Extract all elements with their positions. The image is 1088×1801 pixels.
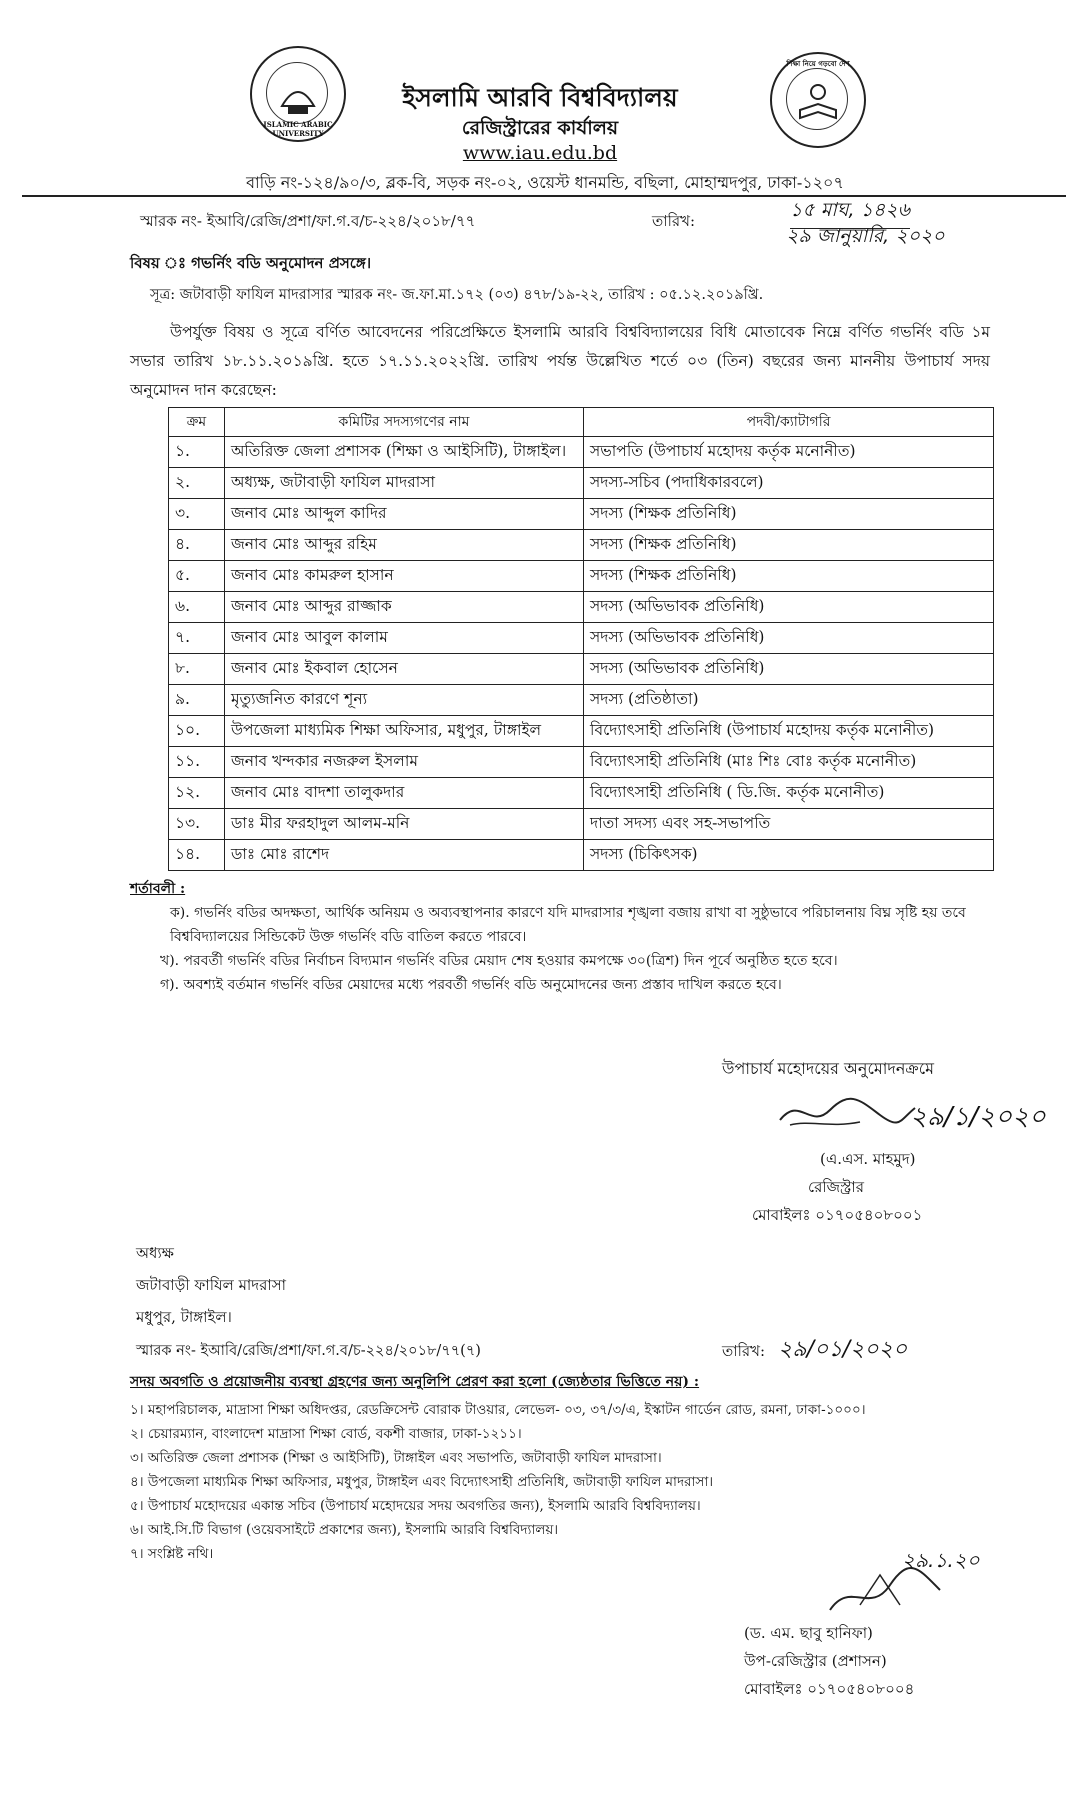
table-row: [169, 437, 994, 468]
table-row: [169, 654, 994, 685]
copy-item: ২। চেয়ারম্যান, বাংলাদেশ মাদ্রাসা শিক্ষা বোর্ড, বকশী বাজার, ঢাকা-১২১১।: [130, 1426, 522, 1442]
member-role-cell: সদস্য (প্রতিষ্ঠাতা): [584, 685, 994, 716]
member-name-cell: জনাব মোঃ আব্দুর রহিম: [224, 530, 583, 561]
recipient-line2: জটাবাড়ী ফাযিল মাদরাসা: [136, 1276, 287, 1294]
member-name-cell: ডাঃ মীর ফরহাদুল আলম-মনি: [224, 809, 583, 840]
table-row: [169, 561, 994, 592]
table-row: [169, 499, 994, 530]
member-role-cell: বিদ্যোৎসাহী প্রতিনিধি (উপাচার্য মহোদয় কর্তৃক মনোনীত): [584, 716, 994, 747]
member-role-cell: সদস্য-সচিব (পদাধিকারবলে): [584, 468, 994, 499]
logo-caption: ISLAMIC ARABIC UNIVERSITY: [263, 120, 333, 138]
table-row: [169, 778, 994, 809]
conditions-title: শর্তাবলী :: [130, 881, 186, 897]
committee-table: [168, 407, 994, 871]
deputy-mobile: মোবাইলঃ ০১৭০৫৪০৮০০৪: [744, 1680, 915, 1698]
condition-item: খ). পরবর্তী গভর্নিং বডির নির্বাচন বিদ্যমান গভর্নিং বডির মেয়াদ শেষ হওয়ার কমপক্ষে ৩০(ত্রিশ) দিন পূর্বে অনুষ্ঠিত হতে হবে।: [160, 953, 838, 969]
deputy-sign-date: ২৯.১.২০: [902, 1548, 980, 1572]
serial-cell: ৫.: [169, 561, 225, 592]
copy-item: ৭। সংশ্লিষ্ট নথি।: [130, 1546, 214, 1562]
table-row: [169, 685, 994, 716]
university-name: ইসলামি আরবি বিশ্ববিদ্যালয়: [402, 83, 678, 112]
member-role-cell: সদস্য (শিক্ষক প্রতিনিধি): [584, 561, 994, 592]
table-header-row: [169, 408, 994, 437]
serial-cell: ৮.: [169, 654, 225, 685]
table-row: [169, 747, 994, 778]
condition-item: ক). গভর্নিং বডির অদক্ষতা, আর্থিক অনিয়ম ও অব্যবস্থাপনার কারণে যদি মাদরাসার শৃঙ্খলা বজায় রাখা বা সুষ্ঠুভাবে পরিচালনায় বিঘ্ন সৃষ্টি হয় তবে বিশ্ববিদ্যালয়ের সিন্ডিকেট উক্ত গভর্নিং বডি বাতিল করতে পারবে।: [170, 905, 966, 945]
table-row: [169, 840, 994, 871]
memo2-number: স্মারক নং- ইআবি/রেজি/প্রশা/ফা.গ.ব/চ-২২৪/২০১৮/৭৭(৭): [136, 1343, 481, 1359]
serial-cell: ৬.: [169, 592, 225, 623]
subject-line: বিষয় ঃ গভর্নিং বডি অনুমোদন প্রসঙ্গে।: [130, 254, 372, 272]
serial-cell: ১৩.: [169, 809, 225, 840]
copy-item: ৩। অতিরিক্ত জেলা প্রশাসক (শিক্ষা ও আইসিটি), টাঙ্গাইল এবং সভাপতি, জটাবাড়ী ফাযিল মাদরাসা।: [130, 1450, 662, 1466]
serial-cell: ৯.: [169, 685, 225, 716]
registrar-mobile: মোবাইলঃ ০১৭০৫৪০৮০০১: [752, 1206, 923, 1224]
website-link[interactable]: www.iau.edu.bd: [462, 142, 618, 164]
member-name-cell: মৃত্যুজনিত কারণে শূন্য: [224, 685, 583, 716]
registrar-signature: [770, 1090, 920, 1140]
mujib-logo: [770, 52, 866, 148]
conditions-block: [130, 877, 1010, 997]
table-row: [169, 468, 994, 499]
member-name-cell: জনাব মোঃ ইকবাল হোসেন: [224, 654, 583, 685]
copy-heading: সদয় অবগতি ও প্রয়োজনীয় ব্যবস্থা গ্রহণের জন্য অনুলিপি প্রেরণ করা হলো (জ্যেষ্ঠতার ভিত্তিতে নয়) :: [130, 1374, 700, 1390]
table-row: [169, 530, 994, 561]
member-role-cell: বিদ্যোৎসাহী প্রতিনিধি ( ডি.জি. কর্তৃক মনোনীত): [584, 778, 994, 809]
address-line: বাড়ি নং-১২৪/৯০/৩, ব্লক-বি, সড়ক নং-০২, ওয়েস্ট ধানমন্ডি, বছিলা, মোহাম্মদপুর, ঢাকা-১২০৭: [246, 173, 844, 192]
copy-item: ৬। আই.সি.টি বিভাগ (ওয়েবসাইটে প্রকাশের জন্য), ইসলামি আরবি বিশ্ববিদ্যালয়।: [130, 1522, 559, 1538]
table-row: [169, 716, 994, 747]
header-serial: ক্রম: [169, 408, 225, 437]
member-name-cell: অতিরিক্ত জেলা প্রশাসক (শিক্ষা ও আইসিটি), টাঙ্গাইল।: [224, 437, 583, 468]
recipient-line1: অধ্যক্ষ: [136, 1244, 174, 1262]
reference-line: সূত্র: জটাবাড়ী ফাযিল মাদরাসার স্মারক নং- জ.ফা.মা.১৭২ (০৩) ৪৭৮/১৯-২২, তারিখ : ০৫.১২.২০১৯খ্রি.: [150, 287, 764, 303]
serial-cell: ১২.: [169, 778, 225, 809]
header-name: কমিটির সদস্যগণের নাম: [224, 408, 583, 437]
member-name-cell: জনাব মোঃ আব্দুর রাজ্জাক: [224, 592, 583, 623]
member-name-cell: উপজেলা মাধ্যমিক শিক্ষা অফিসার, মধুপুর, টাঙ্গাইল: [224, 716, 583, 747]
serial-cell: ১৪.: [169, 840, 225, 871]
serial-cell: ২.: [169, 468, 225, 499]
member-name-cell: জনাব মোঃ আবুল কালাম: [224, 623, 583, 654]
deputy-name: (ড. এম. ছাবু হানিফা): [744, 1624, 873, 1642]
date-bangla: ১৫ মাঘ, ১৪২৬: [790, 196, 910, 229]
copy-list: [130, 1398, 1030, 1566]
memo2-date: ২৯/০১/২০২০: [778, 1337, 908, 1362]
condition-item: গ). অবশ্যই বর্তমান গভর্নিং বডির মেয়াদের মধ্যে পরবর্তী গভর্নিং বডি অনুমোদনের জন্য প্রস্তাব দাখিল করতে হবে।: [160, 977, 782, 993]
recipient-line3: মধুপুর, টাঙ্গাইল।: [136, 1308, 232, 1326]
member-role-cell: সদস্য (অভিভাবক প্রতিনিধি): [584, 623, 994, 654]
copy-item: ৫। উপাচার্য মহোদয়ের একান্ত সচিব (উপাচার্য মহোদয়ের সদয় অবগতির জন্য), ইসলামি আরবি বিশ্ববিদ্যালয়।: [130, 1498, 701, 1514]
serial-cell: ১১.: [169, 747, 225, 778]
table-row: [169, 809, 994, 840]
deputy-title: উপ-রেজিস্ট্রার (প্রশাসন): [744, 1652, 887, 1670]
member-role-cell: দাতা সদস্য এবং সহ-সভাপতি: [584, 809, 994, 840]
member-name-cell: জনাব খন্দকার নজরুল ইসলাম: [224, 747, 583, 778]
member-name-cell: জনাব মোঃ কামরুল হাসান: [224, 561, 583, 592]
serial-cell: ৩.: [169, 499, 225, 530]
member-role-cell: সভাপতি (উপাচার্য মহোদয় কর্তৃক মনোনীত): [584, 437, 994, 468]
office-name: রেজিস্ট্রারের কার্যালয়: [461, 117, 619, 139]
memo2-date-label: তারিখ:: [722, 1342, 766, 1360]
copy-item: ৪। উপজেলা মাধ্যমিক শিক্ষা অফিসার, মধুপুর, টাঙ্গাইল এবং বিদ্যোৎসাহী প্রতিনিধি, জটাবাড়ী ফাযিল মাদরাসা।: [130, 1474, 714, 1490]
member-role-cell: সদস্য (চিকিৎসক): [584, 840, 994, 871]
member-role-cell: সদস্য (অভিভাবক প্রতিনিধি): [584, 592, 994, 623]
copy-item: ১। মহাপরিচালক, মাদ্রাসা শিক্ষা অধিদপ্তর, রেডক্রিসেন্ট বোরাক টাওয়ার, লেভেল- ০৩, ৩৭/৩/এ, ইস্কাটন গার্ডেন রোড, রমনা, ঢাকা-১০০০।: [130, 1402, 866, 1418]
body-paragraph: উপর্যুক্ত বিষয় ও সূত্রে বর্ণিত আবেদনের পরিপ্রেক্ষিতে ইসলামি আরবি বিশ্ববিদ্যালয়ের বিধি মোতাবেক নিম্নে বর্ণিত গভর্নিং বডি ১ম সভার তারিখ ১৮.১১.২০১৯খ্রি. হতে ১৭.১১.২০২২খ্রি. তারিখ পর্যন্ত উল্লেখিত শর্তে ০৩ (তিন) বছরের জন্য মাননীয় উপাচার্য সদয় অনুমোদন দান করেছেন:: [130, 323, 990, 399]
logo-caption-right: শিক্ষা নিয়ে গড়বো দেশ: [786, 59, 850, 68]
header-role: পদবী/ক্যাটাগরি: [584, 408, 994, 437]
date-english: ২৯ জানুয়ারি, ২০২০: [786, 225, 945, 247]
serial-cell: ৪.: [169, 530, 225, 561]
member-role-cell: সদস্য (শিক্ষক প্রতিনিধি): [584, 530, 994, 561]
memo-number: স্মারক নং- ইআবি/রেজি/প্রশা/ফা.গ.ব/চ-২২৪/২০১৮/৭৭: [140, 212, 476, 230]
registrar-sign-date: ২৯/১/২০২০: [910, 1102, 1046, 1132]
member-name-cell: জনাব মোঃ বাদশা তালুকদার: [224, 778, 583, 809]
member-name-cell: অধ্যক্ষ, জটাবাড়ী ফাযিল মাদরাসা: [224, 468, 583, 499]
member-name-cell: জনাব মোঃ আব্দুল কাদির: [224, 499, 583, 530]
table-row: [169, 623, 994, 654]
serial-cell: ৭.: [169, 623, 225, 654]
serial-cell: ১০.: [169, 716, 225, 747]
member-name-cell: ডাঃ মোঃ রাশেদ: [224, 840, 583, 871]
member-role-cell: সদস্য (অভিভাবক প্রতিনিধি): [584, 654, 994, 685]
member-role-cell: সদস্য (শিক্ষক প্রতিনিধি): [584, 499, 994, 530]
member-role-cell: বিদ্যোৎসাহী প্রতিনিধি (মাঃ শিঃ বোঃ কর্তৃক মনোনীত): [584, 747, 994, 778]
serial-cell: ১.: [169, 437, 225, 468]
table-row: [169, 592, 994, 623]
date-label: তারিখ:: [652, 212, 696, 230]
approval-line: উপাচার্য মহোদয়ের অনুমোদনক্রমে: [722, 1059, 935, 1078]
registrar-title: রেজিস্ট্রার: [808, 1178, 865, 1196]
registrar-name: (এ.এস. মাহমুদ): [820, 1150, 916, 1168]
